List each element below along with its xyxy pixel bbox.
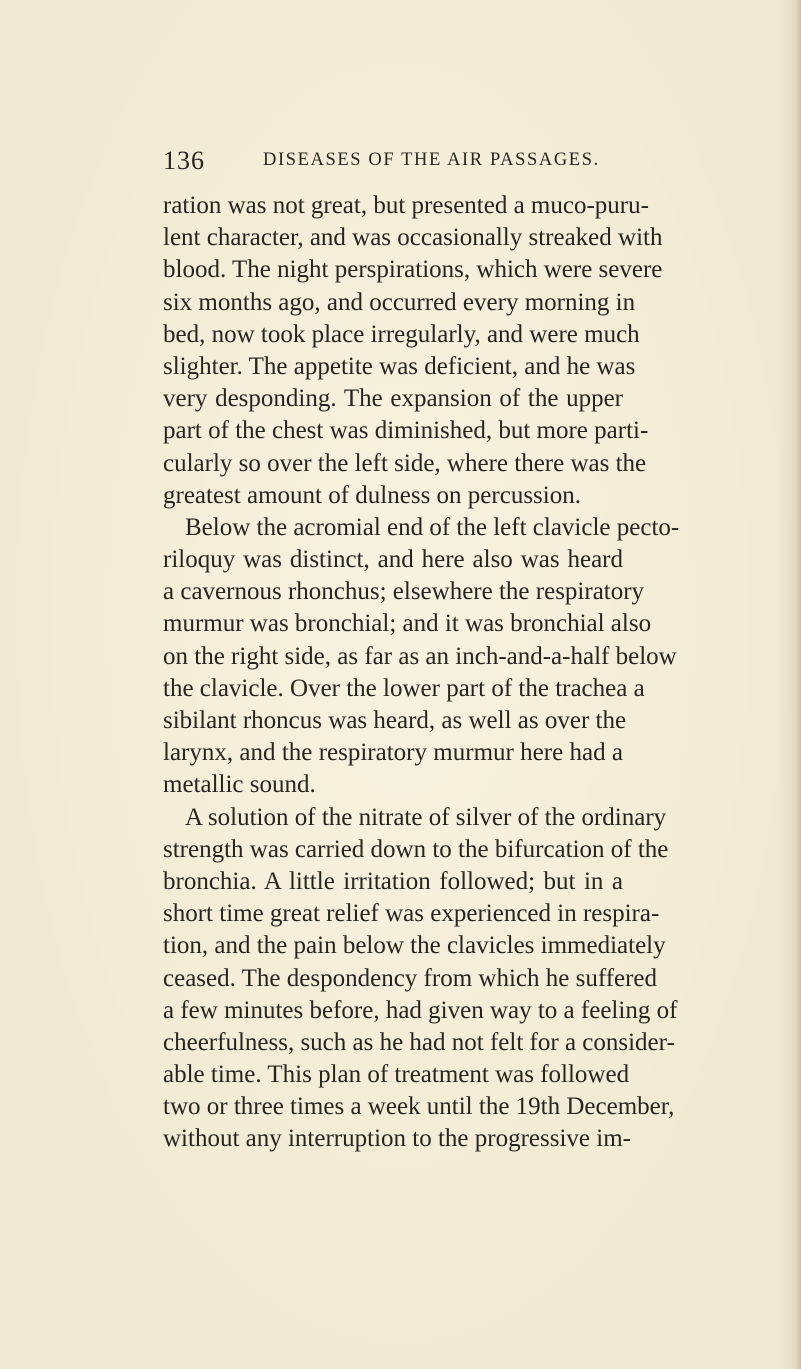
text-line: larynx, and the respiratory murmur here had a (163, 739, 623, 767)
text-line: very desponding. The expansion of the upper (163, 385, 623, 413)
paragraph-start-line: A solution of the nitrate of silver of the ordinary (185, 803, 667, 831)
text-line: six months ago, and occurred every morning in (163, 288, 636, 316)
running-head: DISEASES OF THE AIR PASSAGES. (263, 150, 600, 170)
page-number: 136 (163, 146, 205, 175)
paragraph-start-line: Below the acromial end of the left clavicle pecto- (185, 513, 680, 541)
text-line: able time. This plan of treatment was followed (163, 1061, 630, 1089)
text-line: riloquy was distinct, and here also was heard (163, 546, 623, 574)
page-header (163, 146, 633, 180)
text-line: cheerfulness, such as he had not felt for a consider- (163, 1028, 675, 1056)
text-line: sibilant rhoncus was heard, as well as over the (163, 707, 627, 734)
text-line: lent character, and was occasionally streaked with (163, 224, 663, 252)
paragraph-end-line: metallic sound. (163, 771, 316, 799)
text-line: tion, and the pain below the clavicles immediately (163, 932, 666, 960)
text-line: slighter. The appetite was deficient, and he was (163, 352, 636, 380)
text-line: bed, now took place irregularly, and were much (163, 320, 640, 348)
text-line: part of the chest was diminished, but more parti- (163, 417, 649, 445)
text-line: murmur was bronchial; and it was bronchial also (163, 610, 652, 638)
text-line: strength was carried down to the bifurcation of the (163, 835, 669, 863)
paragraph-end-line: greatest amount of dulness on percussion. (163, 481, 581, 509)
text-line: bronchia. A little irritation followed; but in a (163, 867, 623, 895)
text-line: without any interruption to the progressive im- (163, 1125, 631, 1153)
text-line: cularly so over the left side, where there was the (163, 449, 647, 477)
text-line: two or three times a week until the 19th December, (163, 1093, 675, 1121)
text-line: the clavicle. Over the lower part of the trachea a (163, 674, 645, 702)
text-line: short time great relief was experienced in respira- (163, 900, 660, 928)
page-edge-shadow (795, 0, 801, 1369)
body-text (163, 190, 680, 1156)
text-line: ceased. The despondency from which he suffered (163, 964, 658, 992)
text-line: ration was not great, but presented a muco-puru- (163, 192, 649, 219)
text-line: a few minutes before, had given way to a feeling of (163, 996, 678, 1024)
text-line: blood. The night perspirations, which were severe (163, 256, 663, 284)
text-line: a cavernous rhonchus; elsewhere the respiratory (163, 578, 645, 606)
text-line: on the right side, as far as an inch-and-a-half below (163, 642, 677, 670)
